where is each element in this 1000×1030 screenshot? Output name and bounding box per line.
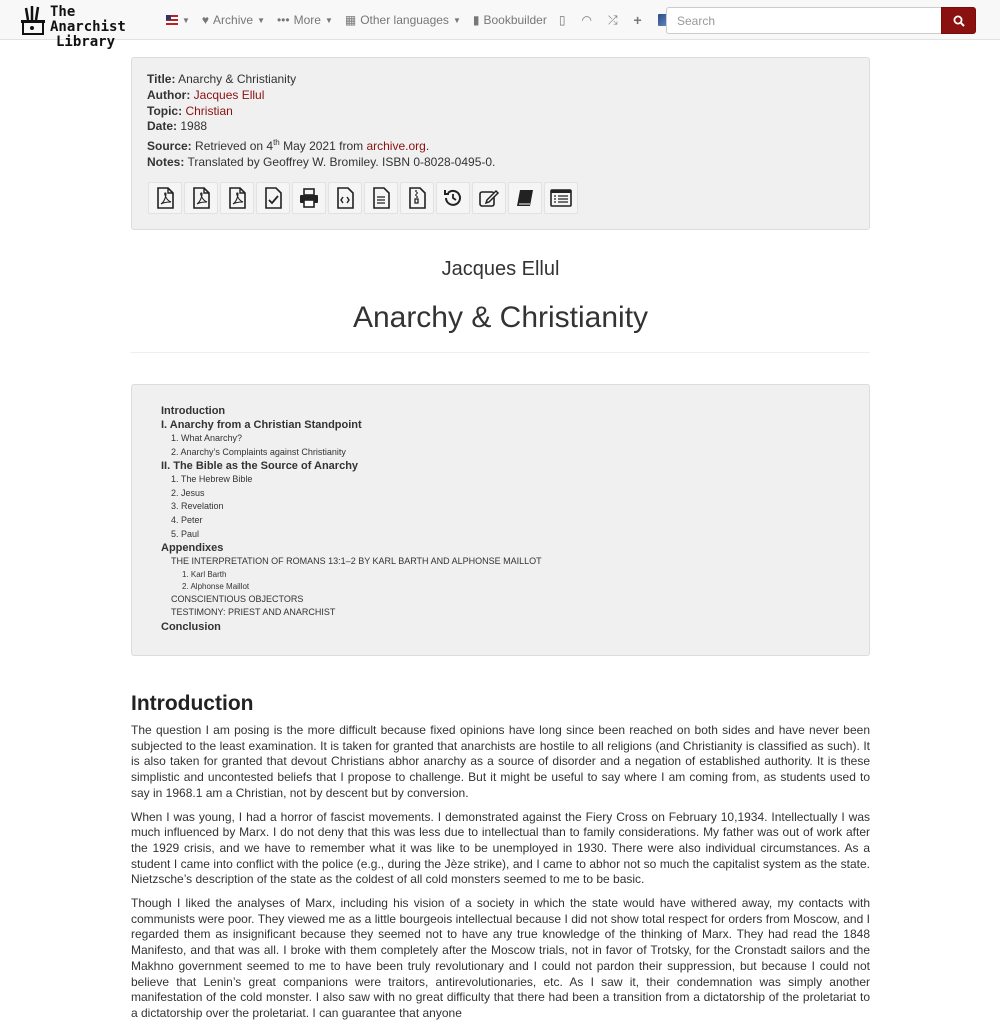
toc-item-testimony[interactable]: TESTIMONY: PRIEST AND ANARCHIST [171, 607, 336, 618]
mobile-icon: ▯ [558, 13, 566, 27]
shuffle-icon: ⤮ [607, 12, 618, 27]
table-of-contents [131, 384, 870, 656]
meta-notes [147, 155, 854, 171]
download-pdf-button[interactable] [148, 182, 182, 214]
view-html-button[interactable] [544, 182, 578, 214]
document-author: Jacques Ellul [441, 258, 560, 280]
book-icon: ▮ [472, 13, 480, 27]
nav-bookbuilder[interactable] [467, 0, 553, 40]
paragraph: Though I liked the analyses of Marx, including his vision of a society in which the state would have withered away, my contacts with communists were poor. They viewed me as a little bourgeois intellectual because I did not show total respect for orders from Moscow, and I regarded them as insignificant because they seemed not to have any true knowledge of the thinking of Marx. They had read the 1848 Manifesto, and that was all. I broke with them completely after the Moscow trials, not in favor of Trotsky, for the Cronstadt sailors and the Makhno government seemed to me to have been truly revolutionary and I could not pardon their suppression, but because I could not believe that Lenin’s great companions were traitors, antirevolutionaries, etc. As I saw it, their condemnation was simply another manifestation of the cold monster. I also saw with no great difficulty that there had been a transition from a dictatorship of the proletariat to a dictatorship over the proletariat. I can guarantee that anyone [131, 896, 870, 1020]
toc-item-part1[interactable]: I. Anarchy from a Christian Standpoint [161, 419, 362, 431]
meta-date-value: 1988 [180, 119, 208, 134]
nav-add[interactable] [628, 0, 652, 40]
history-icon [442, 187, 464, 209]
file-pdf-icon [226, 187, 248, 209]
edit-button[interactable] [472, 182, 506, 214]
nav-archive[interactable] [196, 0, 271, 40]
download-source-button[interactable] [328, 182, 362, 214]
rss-icon: ◠ [581, 13, 592, 27]
toc-item-what-anarchy[interactable]: 1. What Anarchy? [171, 433, 243, 443]
document-title: Anarchy & Christianity [352, 301, 649, 334]
chevron-down-icon: ▼ [257, 15, 265, 25]
heart-icon: ♥ [201, 13, 210, 27]
toc-item-karl-barth[interactable]: 1. Karl Barth [182, 569, 227, 579]
plus-icon: + [633, 12, 642, 28]
nav-archive-label: Archive [213, 13, 254, 27]
top-navbar [0, 0, 1000, 50]
nav-language-flag[interactable] [160, 0, 196, 40]
meta-notes-label: Notes: [147, 154, 185, 169]
anarchist-library-logo-icon [18, 4, 48, 36]
meta-topic-link[interactable]: Christian [185, 103, 233, 118]
site-logo-text [50, 5, 138, 50]
nav-other-languages[interactable] [339, 0, 467, 40]
book-icon [514, 187, 536, 209]
nav-rss[interactable] [575, 0, 601, 40]
meta-author-label: Author: [147, 87, 191, 102]
section-heading-introduction: Introduction [131, 692, 254, 715]
search-input[interactable] [666, 7, 941, 34]
toc-item-peter[interactable]: 4. Peter [171, 514, 203, 525]
meta-title-value: Anarchy & Christianity [178, 72, 297, 86]
meta-notes-value: Translated by Geoffrey W. Bromiley. ISBN 0-8028-0495-0. [187, 154, 496, 169]
toc-item-romans[interactable]: THE INTERPRETATION OF ROMANS 13:1–2 BY KARL BARTH AND ALPHONSE MAILLOT [171, 556, 542, 567]
toc-item-anarchys-complaints[interactable]: 2. Anarchy’s Complaints against Christianity [171, 446, 346, 457]
toc-item-jesus[interactable]: 2. Jesus [171, 487, 205, 498]
file-text-icon [370, 187, 392, 209]
download-toolbar [148, 182, 578, 214]
download-a4-pdf-button[interactable] [184, 182, 218, 214]
nav-more-label: More [293, 13, 321, 27]
meta-author-link[interactable]: Jacques Ellul [193, 87, 265, 102]
search-icon [953, 15, 965, 27]
print-button[interactable] [292, 182, 326, 214]
download-text-button[interactable] [364, 182, 398, 214]
meta-source-link[interactable]: archive.org [366, 139, 426, 154]
text-metadata-panel [131, 57, 870, 230]
list-icon [550, 187, 572, 209]
site-logo[interactable] [18, 4, 138, 50]
meta-source-sup: th [273, 138, 280, 148]
download-letter-pdf-button[interactable] [220, 182, 254, 214]
toc-item-alphonse-maillot[interactable]: 2. Alphonse Maillot [182, 581, 250, 591]
meta-source-pre: Retrieved on 4 [195, 139, 274, 154]
chevron-down-icon: ▼ [182, 15, 190, 25]
toc-item-revelation[interactable]: 3. Revelation [171, 501, 224, 512]
article-body [131, 723, 870, 1030]
file-signature-icon [262, 187, 284, 209]
toc-item-appendixes[interactable]: Appendixes [161, 542, 224, 555]
meta-source-label: Source: [147, 139, 192, 154]
nav-more[interactable] [271, 0, 339, 40]
meta-source-post: May 2021 from [279, 139, 367, 154]
toc-item-conclusion[interactable]: Conclusion [161, 620, 221, 633]
nav-other-languages-label: Other languages [360, 13, 449, 27]
toc-item-hebrew-bible[interactable]: 1. The Hebrew Bible [171, 474, 253, 485]
paragraph: When I was young, I had a horror of fascist movements. I demonstrated against the Fiery Cross on February 10,1934. Intellectually I was much influenced by Marx. I do not deny that this was less due to intellectual than to family considerations. My father was out of work after the 1929 crisis, and we have to remember what it was like to be unemployed in 1930. There were also individual circumstances. As a student I came into conflict with the police (e.g., during the Jèze strike), and I came to abhor not so much the capitalist system as the state. Nietzsche’s description of the state as the coldest of all cold monsters seemed to me to be basic. [131, 809, 870, 887]
flag-icon [166, 15, 178, 25]
nav-mobile[interactable] [553, 0, 576, 40]
toc-item-part2[interactable]: II. The Bible as the Source of Anarchy [161, 460, 359, 473]
print-icon [298, 187, 320, 209]
main-nav [160, 0, 676, 40]
search-form [666, 7, 976, 34]
history-button[interactable] [436, 182, 470, 214]
meta-date-label: Date: [147, 119, 178, 134]
paragraph: The question I am posing is the more difficult because fixed opinions have long since been reached on both sides and have never been subjected to the least examination. It is taken for granted that anarchists are hostile to all religions (and Christianity is classified as such). It is also taken for granted that devout Christians abhor anarchy as a source of disorder and a negation of established authority. It is these simplistic and uncontested beliefs that I propose to challenge. But it might be useful to say where I am coming from, as students used to say in 1968.1 am a Christian, not by descent but by conversion. [131, 723, 870, 800]
file-code-icon [334, 187, 356, 209]
ellipsis-icon: ••• [276, 13, 290, 27]
grid-icon: ▦ [344, 13, 357, 27]
nav-random[interactable] [602, 0, 628, 40]
logo-line-1: The Anarchist [50, 4, 126, 35]
search-button[interactable] [941, 7, 976, 34]
toc-item-conscientious-objectors[interactable]: CONSCIENTIOUS OBJECTORS [171, 593, 304, 604]
meta-source-end: . [425, 139, 430, 154]
toc-item-introduction[interactable]: Introduction [161, 405, 226, 417]
meta-topic-label: Topic: [147, 103, 183, 118]
title-divider [131, 352, 870, 353]
chevron-down-icon: ▼ [324, 15, 333, 25]
download-signature-button[interactable] [256, 182, 290, 214]
meta-author [147, 88, 854, 104]
meta-source [147, 135, 854, 155]
add-to-bookbuilder-button[interactable] [508, 182, 542, 214]
meta-date [147, 119, 854, 135]
file-pdf-icon [154, 187, 176, 209]
meta-topic [147, 104, 854, 120]
meta-title [147, 72, 854, 88]
nav-bookbuilder-label: Bookbuilder [483, 13, 547, 27]
chevron-down-icon: ▼ [452, 15, 461, 25]
file-archive-icon [406, 187, 428, 209]
file-pdf-icon [190, 187, 212, 209]
meta-title-label: Title: [147, 72, 176, 86]
edit-icon [478, 187, 500, 209]
toc-item-paul[interactable]: 5. Paul [171, 528, 200, 539]
download-zip-button[interactable] [400, 182, 434, 214]
logo-line-2: Library [56, 34, 116, 50]
